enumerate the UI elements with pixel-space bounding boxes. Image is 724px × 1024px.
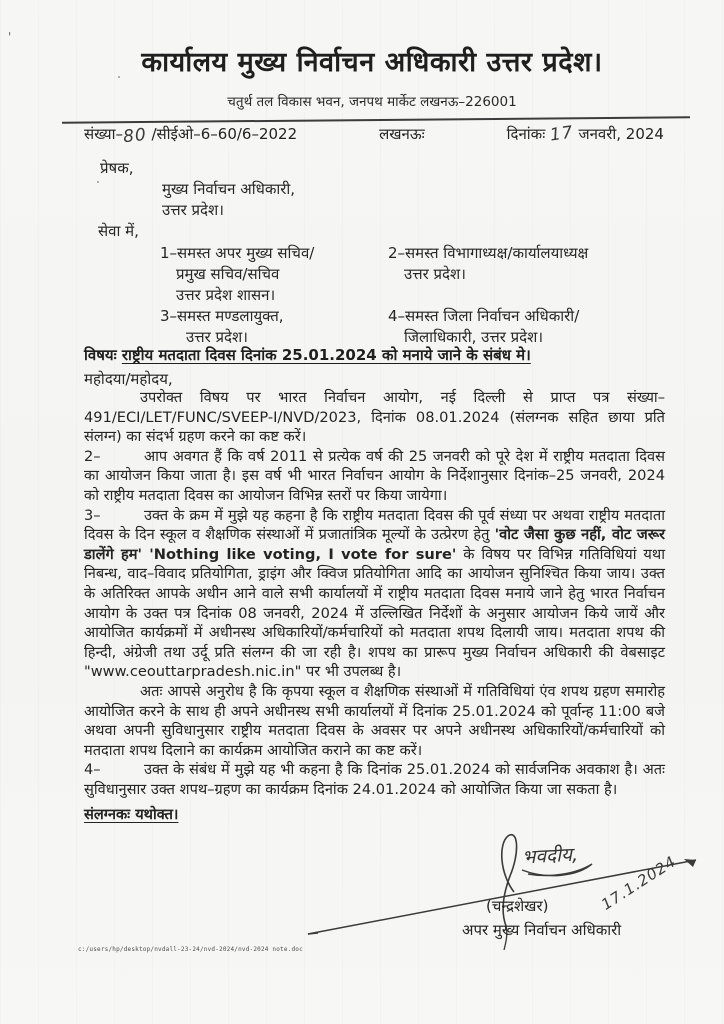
paragraph-3-post: के विषय पर विभिन्न गतिविधियां यथा निबन्ध, वाद–विवाद प्रतियोगिता, ड्राइंग और क्विज प्रतियोगिता आदि का आयोजन सुनिश्चित किया जाय। उक्त के अतिरिक्त आपके अधीन आने वाले सभी कार्यालयों में राष्ट्रीय मतदाता दिवस मनाये जाने हेतु भारत निर्वाचन आयोग के उक्त पत्र दिनांक 08 जनवरी, 2024 में उल्लिखित निर्देशों के अनुसार आयोजन किये जायें और आयोजित कार्यक्रमों में अधीनस्थ अधिकारियों/कर्मचारियों को मतदाता शपथ दिलायी जाय। मतदाता शपथ की हिन्दी, अंग्रेजी तथा उर्दू प्रति संलग्न की जा रही है। शपथ का प्रारूप मुख्य निर्वाचन अधिकारी की वेबसाइट "www.ceouttarpradesh.nic.in" पर भी उपलब्ध है। <box>84 545 665 681</box>
paragraph-3 <box>84 506 665 682</box>
to-label: सेवा में, <box>98 222 139 240</box>
letter-date <box>507 124 664 144</box>
letterhead-title: कार्यालय मुख्य निर्वाचन अधिकारी उत्तर प्रदेश। <box>141 47 603 78</box>
letter-number-suffix: /सीईओ–6–60/6–2022 <box>151 125 298 143</box>
scan-artifact-mark: ' <box>8 30 12 44</box>
paragraph-number: 4– <box>84 761 101 779</box>
letter-number-handwritten: 80 <box>122 124 148 148</box>
enclosure-note: संलग्नकः यथोक्त। <box>84 806 179 824</box>
voting-slogan: 'वोट जैसा कुछ नहीं, वोट जरूर डालेंगे हम' 'Nothing like voting, I vote for sure' <box>84 526 666 563</box>
salutation: महोदया/महोदय, <box>84 370 173 388</box>
paragraph-5 <box>84 760 665 799</box>
addressee-line: उत्तर प्रदेश। <box>404 265 466 283</box>
paragraph-5-text: उक्त के संबंध में मुझे यह भी कहना है कि दिनांक 25.01.2024 को सार्वजनिक अवकाश है। अतः सुविधानुसार उक्त शपथ–ग्रहण का कार्यक्रम दिनांक 24.01.2024 को आयोजित किया जा सकता है। <box>84 761 665 798</box>
subject-line <box>84 345 674 365</box>
addressee-line: जिलाधिकारी, उत्तर प्रदेश। <box>404 328 544 346</box>
from-line: उत्तर प्रदेश। <box>162 201 224 219</box>
reference-row <box>84 122 664 148</box>
addressee-column-left <box>160 243 390 348</box>
addressee-line: 3–समस्त मण्डलायुक्त, <box>160 307 284 325</box>
paragraph-3-pre: उक्त के क्रम में मुझे यह कहना है कि राष्ट्रीय मतदाता दिवस की पूर्व संध्या पर अथवा राष्ट्रीय मतदाता दिवस के दिन स्कूल व शैक्षणिक संस्थाओं में प्रजातांत्रिक मूल्यों के उत्प्रेरण हेतु <box>84 506 665 544</box>
addressee-line: उत्तर प्रदेश। <box>186 328 248 346</box>
addressee-line: 4–समस्त जिला निर्वाचन अधिकारी/ <box>388 307 580 325</box>
paragraph-number: 3– <box>84 506 101 524</box>
addressee-line: प्रमुख सचिव/सचिव <box>176 265 280 283</box>
addressee-line: 1–समस्त अपर मुख्य सचिव/ <box>160 244 315 262</box>
closing-word-handwritten: भवदीय, <box>521 843 579 869</box>
paragraph-1: उपरोक्त विषय पर भारत निर्वाचन आयोग, नई दिल्ली से प्राप्त पत्र संख्या–491/ECI/LET/FUNC/SVEEP-I/NVD/2023, दिनांक 08.01.2024 (संलग्नक सहित छाया प्रति संलग्न) का संदर्भ ग्रहण करने का कष्ट करें। <box>84 389 665 446</box>
date-day-handwritten: 17 <box>548 122 575 146</box>
letter-place: लखनऊः <box>379 125 425 143</box>
addressee-column-right <box>388 243 678 348</box>
signatory-name: (चन्द्रशेखर) <box>486 897 549 915</box>
from-address <box>162 179 295 221</box>
document-file-path: c:/users/hp/desktop/nvdall-23-24/nvd-2024/nvd-2024 note.doc <box>78 946 303 953</box>
paragraph-2 <box>84 447 665 506</box>
signature-block <box>300 830 714 960</box>
letterhead-address: चतुर्थ तल विकास भवन, जनपथ मार्केट लखनऊ–226001 <box>227 94 517 110</box>
date-label: दिनांकः <box>506 125 546 143</box>
addressee-line: 2–समस्त विभागाध्यक्ष/कार्यालयाध्यक्ष <box>388 244 589 262</box>
from-line: मुख्य निर्वाचन अधिकारी, <box>162 180 296 198</box>
paragraph-4: अतः आपसे अनुरोध है कि कृपया स्कूल व शैक्षणिक संस्थाओं में गतिविधियां एंव शपथ ग्रहण समारोह आयोजित करने के साथ ही अपने अधीनस्थ सभी कार्यालयों में दिनांक 25.01.2024 को पूर्वान्ह 11:00 बजे अथवा अपनी सुविधानुसार राष्ट्रीय मतदाता दिवस के अवसर पर अपने अधीनस्थ अधिकारियों/कर्मचारियों को मतदाता शपथ दिलाने का कार्यक्रम आयोजित कराने का कष्ट करें। <box>84 682 665 759</box>
from-label: प्रेषक, <box>100 159 134 177</box>
letter-body <box>84 388 665 825</box>
header-divider <box>62 116 690 123</box>
paragraph-2-text: आप अवगत हैं कि वर्ष 2011 से प्रत्येक वर्ष की 25 जनवरी को पूरे देश में राष्ट्रीय मतदाता दिवस का आयोजन किया जाता है। इस वर्ष भी भारत निर्वाचन आयोग के निर्देशानुसार दिनांक–25 जनवरी, 2024 को राष्ट्रीय मतदाता दिवस का आयोजन विभिन्न स्तरों पर किया जायेगा। <box>84 447 665 504</box>
date-month-year: जनवरी, 2024 <box>578 125 664 143</box>
addressee-line: उत्तर प्रदेश शासन। <box>176 286 276 304</box>
letter-number-prefix: संख्या– <box>84 125 124 143</box>
signature-date-handwritten: 17.1.2024 <box>597 852 680 914</box>
scan-speck <box>97 181 99 183</box>
signatory-designation: अपर मुख्य निर्वाचन अधिकारी <box>462 921 622 939</box>
addressee-gap <box>388 285 678 306</box>
subject-text: राष्ट्रीय मतदाता दिवस दिनांक 25.01.2024 को मनाये जाने के संबंध मे। <box>121 346 531 364</box>
subject-label: विषयः <box>84 346 117 364</box>
paragraph-number: 2– <box>84 447 101 465</box>
letter-number <box>84 124 298 148</box>
signature-strokes <box>300 830 714 960</box>
